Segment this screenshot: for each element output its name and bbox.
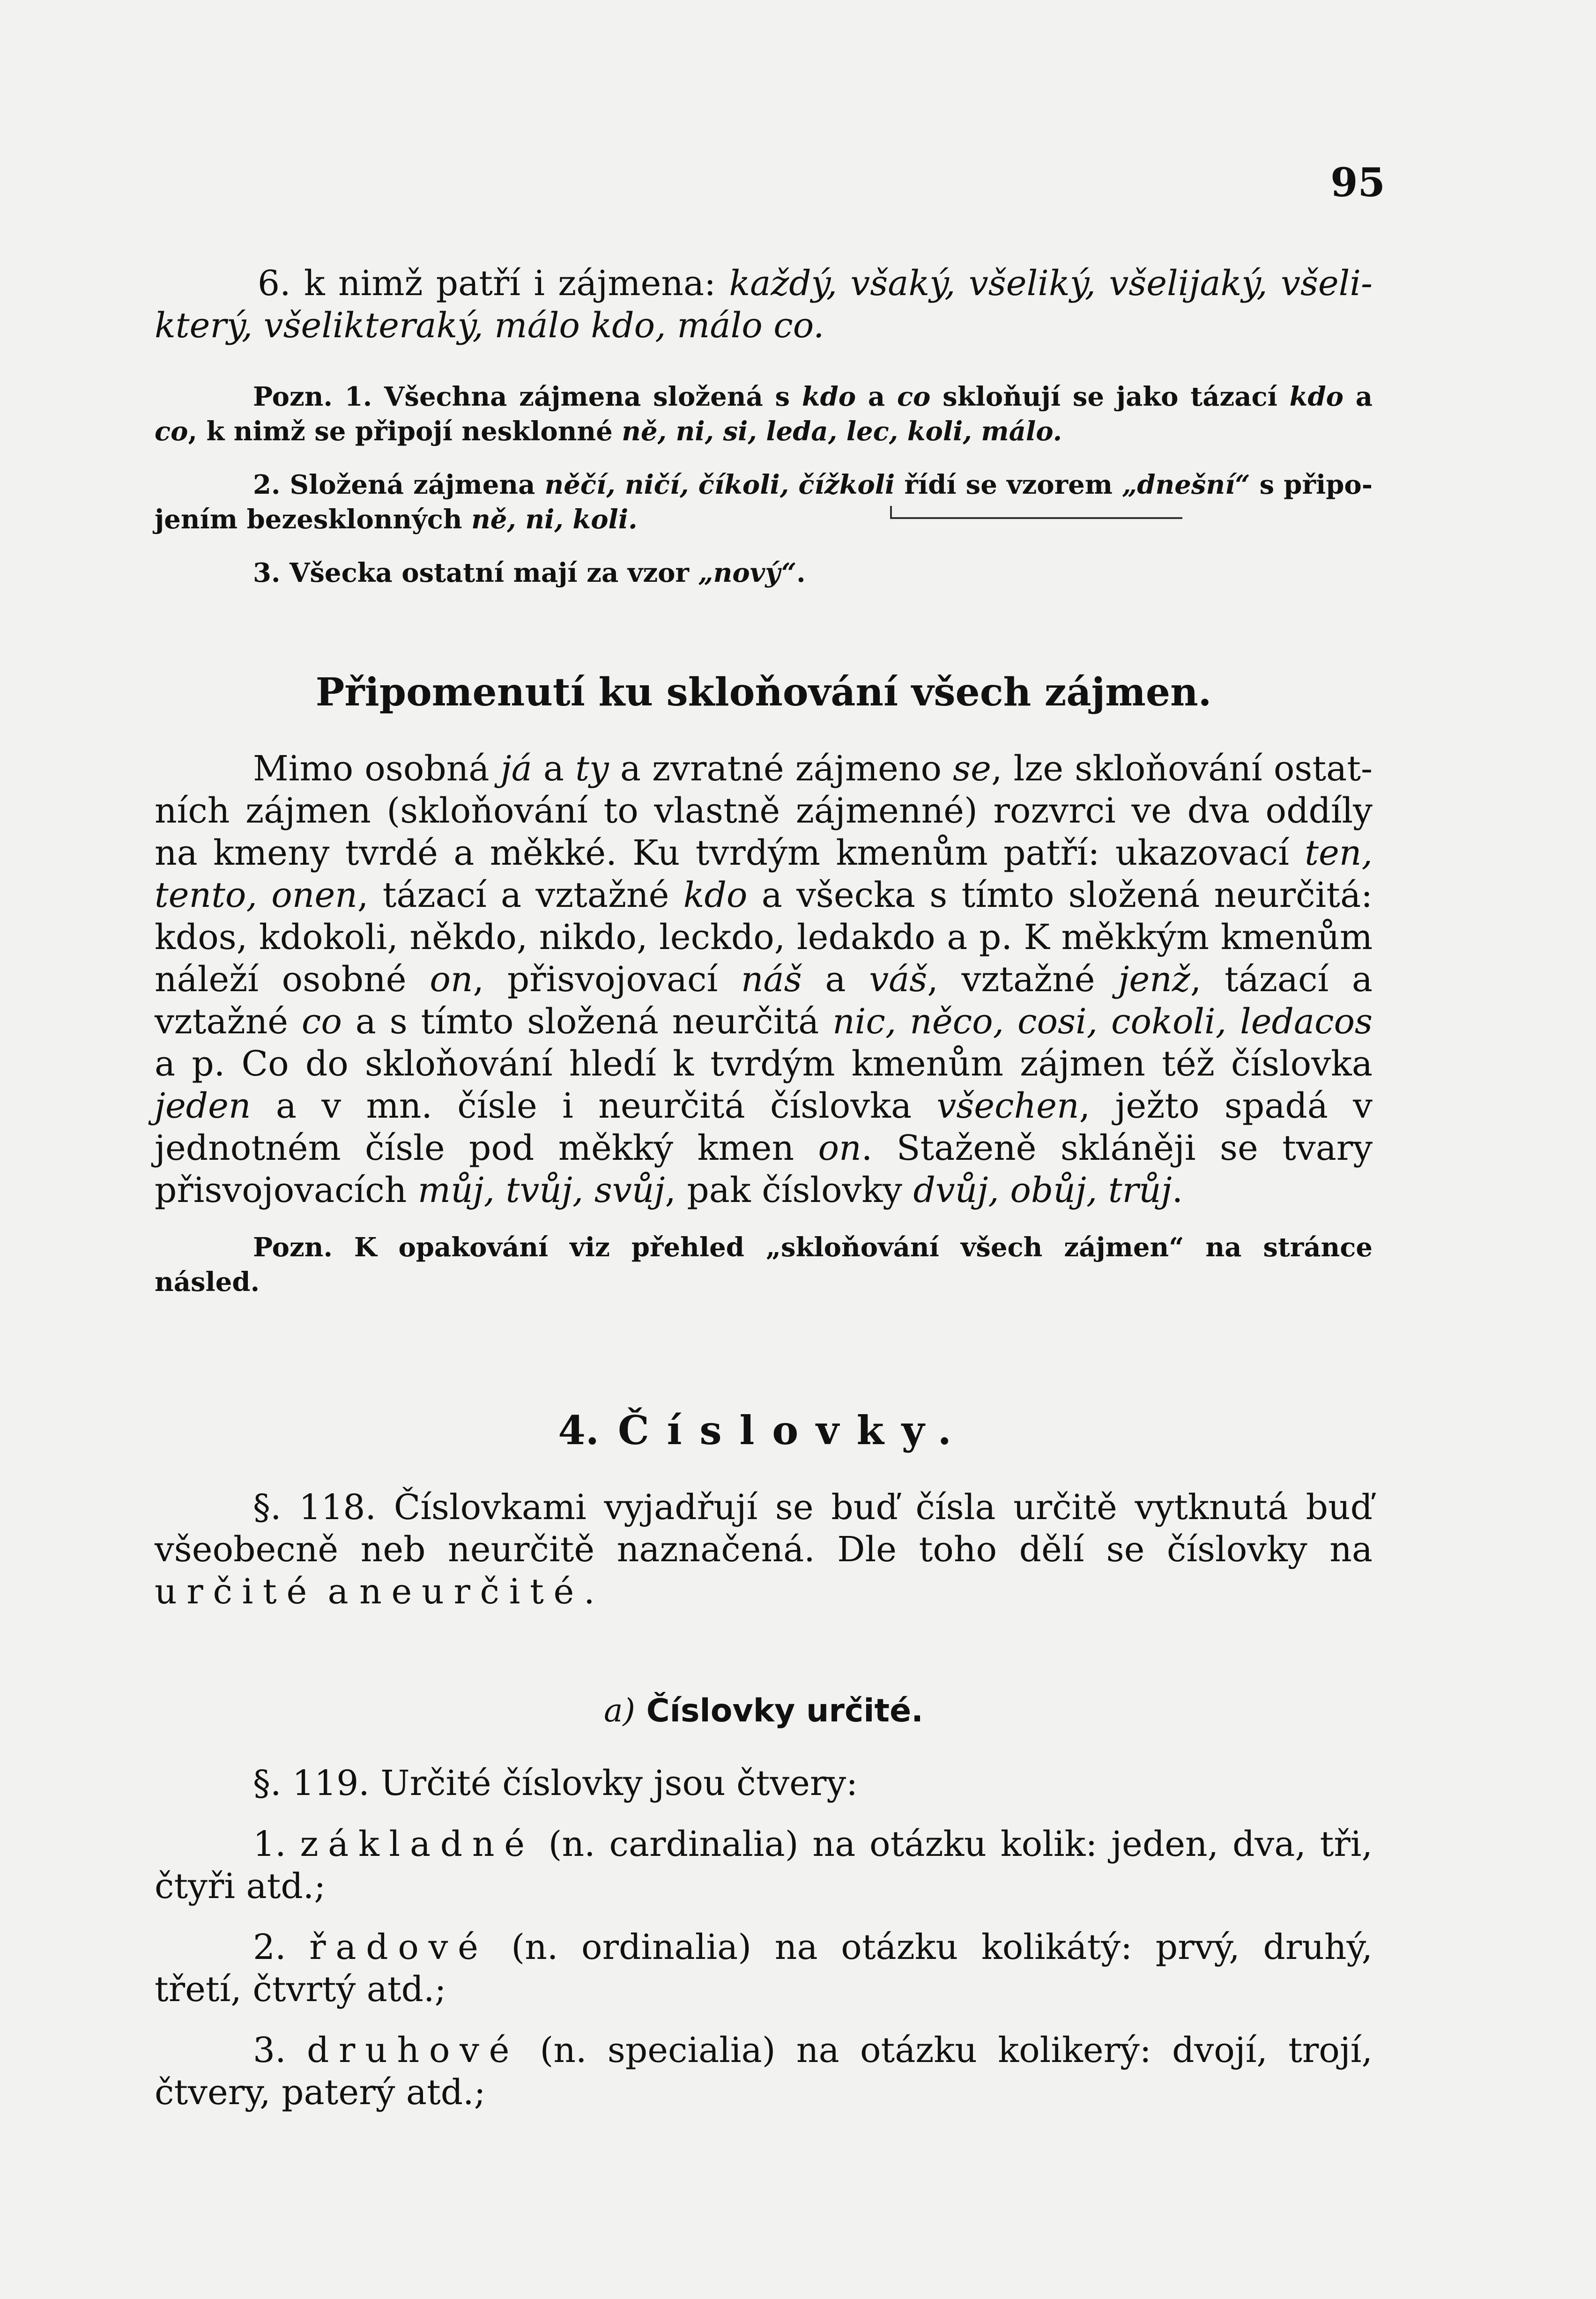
para1-text: a p. Co do skloňování hledí k tvrdým kmenům zájmen též číslovka [155, 1044, 1373, 1084]
para1-italic: můj, tvůj, svůj [417, 1170, 665, 1210]
paragraph-119: §. 119. Určité číslovky jsou čtvery: [253, 1763, 858, 1803]
item1-term: základné [300, 1824, 534, 1864]
para118-spaced-urcite: určité [155, 1572, 317, 1612]
para1-italic: on [430, 959, 473, 1000]
para1-text: a [802, 959, 869, 1000]
note2-em: něčí, ničí, číkoli, čížkoli [544, 469, 895, 500]
para1-italic: ty [575, 749, 609, 789]
note-1 [155, 379, 1373, 449]
item2-number: 2. [253, 1927, 310, 1967]
note2-text-c: s připojením bezesklonných [155, 469, 1373, 535]
note-2 [155, 467, 1373, 537]
para1-italic: váš [869, 959, 928, 1000]
paragraph-pronoun-declension [155, 748, 1373, 1211]
para1-text: , tázací a vztažné [357, 875, 683, 915]
para1-italic: co [301, 1001, 342, 1042]
para1-text: , přisvojovací [473, 959, 741, 1000]
para1-italic: já [500, 749, 532, 789]
subheading-letter: a) [603, 1692, 636, 1729]
page-content [155, 262, 1373, 2114]
note1-text-b: skloňují se jako tázací [930, 381, 1290, 412]
subheading-a [155, 1692, 1373, 1729]
para1-text: , ježto spadá v jednotném čísle pod měkký kmen [155, 1086, 1373, 1168]
note1-em-kdo2: kdo [1289, 381, 1344, 412]
note1-em-co: co [897, 381, 931, 412]
para1-italic: kdo [683, 875, 748, 915]
chapter-number: 4. [558, 1407, 600, 1454]
note1-text: Pozn. 1. Všechna zájmena složená s [253, 381, 802, 412]
para1-text: , lze skloňování ostatních zájmen (skloňování to vlastně zájmenné) rozvrci ve dva oddíly na kmeny tvrdé a měkké. Ku tvrdým kmenům patří: ukazovací [155, 749, 1373, 873]
item3-term: druhové [306, 2030, 520, 2070]
para1-text: , vztažné [927, 959, 1119, 1000]
note1-text-c: a [1343, 381, 1373, 412]
note2-text: 2. Složená zájmena [253, 469, 545, 500]
note2-em-list: ně, ni, koli. [471, 504, 638, 535]
note3-em: „nový“ [698, 557, 797, 588]
list-item-3 [155, 2029, 1373, 2114]
item6-text: 6. k nimž patří i zájmena: [258, 263, 729, 304]
para1-italic: všechen [936, 1086, 1079, 1126]
item3-number: 3. [253, 2030, 307, 2070]
list-item-1 [155, 1823, 1373, 1907]
note1-text-d: , k nimž se připojí nesklonné [188, 416, 622, 447]
para1-italic: jeden [155, 1086, 251, 1126]
item2-term: řadové [309, 1927, 488, 1967]
para1-text: a všecka s tímto složená neurčitá: kdos, kdokoli, někdo, nikdo, leckdo, ledakdo a p. K měkkým kmenům náleží osobné [155, 875, 1373, 1000]
section-heading: Připomenutí ku skloňování všech zájmen. [315, 670, 1212, 715]
para1-italic: nic, něco, cosi, cokoli, ledacos [832, 1001, 1373, 1042]
para1-italic: dvůj, obůj, trůj [913, 1170, 1172, 1210]
para1-italic: on [818, 1128, 861, 1168]
para1-text: . Staženě skláněji se tvary přisvojovacích [155, 1128, 1373, 1210]
item6-pronouns: každý, všaký, všeliký, všelijaký, všeli [729, 263, 1373, 304]
note1-text-a: a [856, 381, 897, 412]
para1-italic: jenž [1118, 959, 1190, 1000]
para1-text: Mimo osobná [253, 749, 501, 789]
note1-em-list: ně, ni, si, leda, lec, koli, málo. [622, 416, 1062, 447]
note-repetition: Pozn. K opakování viz přehled „skloňování všech zájmen“ na stránce násled. [155, 1232, 1373, 1298]
para1-text: , tázací a vztažné [155, 959, 1373, 1042]
note1-em-kdo: kdo [802, 381, 856, 412]
paragraph-118 [155, 1486, 1373, 1613]
subheading-text: Číslovky určité. [646, 1692, 924, 1729]
note3-end: . [796, 557, 806, 588]
para1-text: a v mn. čísle i neurčitá číslovka [251, 1086, 937, 1126]
item6-pronouns-cont: který, všelikteraký, málo kdo, málo co. [155, 305, 824, 346]
para1-text: a zvratné zájmeno [609, 749, 953, 789]
item2-text: (n. ordinalia) na otázku kolikátý: prvý, druhý, třetí, čtvrtý atd.; [155, 1927, 1373, 2010]
para118-spaced-neurcite: neurčité [359, 1572, 584, 1612]
para1-text: a [532, 749, 576, 789]
item3-text: (n. specialia) na otázku kolikerý: dvojí, trojí, čtvery, paterý atd.; [155, 2030, 1373, 2113]
para1-text: , pak číslovky [665, 1170, 913, 1210]
chapter-title: Číslovky. [618, 1407, 969, 1454]
para1-italic: náš [741, 959, 802, 1000]
para118-end: . [584, 1572, 595, 1612]
para118-text: §. 118. Číslovkami vyjadřují se buď čísla určitě vytknutá buď všeobecně neb neurčitě naznačená. Dle toho dělí se číslovky na [155, 1487, 1373, 1570]
para1-italic: se [953, 749, 991, 789]
item1-number: 1. [253, 1824, 300, 1864]
para1-text: . [1172, 1170, 1183, 1210]
para1-text: a s tímto složená neurčitá [341, 1001, 833, 1042]
note-3 [155, 556, 1373, 590]
list-item-2 [155, 1926, 1373, 2010]
chapter-heading [155, 1407, 1373, 1454]
item1-text: (n. cardinalia) na otázku kolik: jeden, dva, tři, čtyři atd.; [155, 1824, 1373, 1906]
note2-text-b: řídí se vzorem [895, 469, 1122, 500]
para1-italic: ten, tento, onen [155, 833, 1373, 915]
para118-text-a: a [317, 1572, 360, 1612]
note2-em-dnesni: „dnešní“ [1122, 469, 1250, 500]
note1-em-co2: co [155, 416, 188, 447]
note3-text: 3. Všecka ostatní mají za vzor [253, 557, 698, 588]
list-item-6 [155, 262, 1373, 347]
page-number: 95 [1330, 159, 1385, 206]
